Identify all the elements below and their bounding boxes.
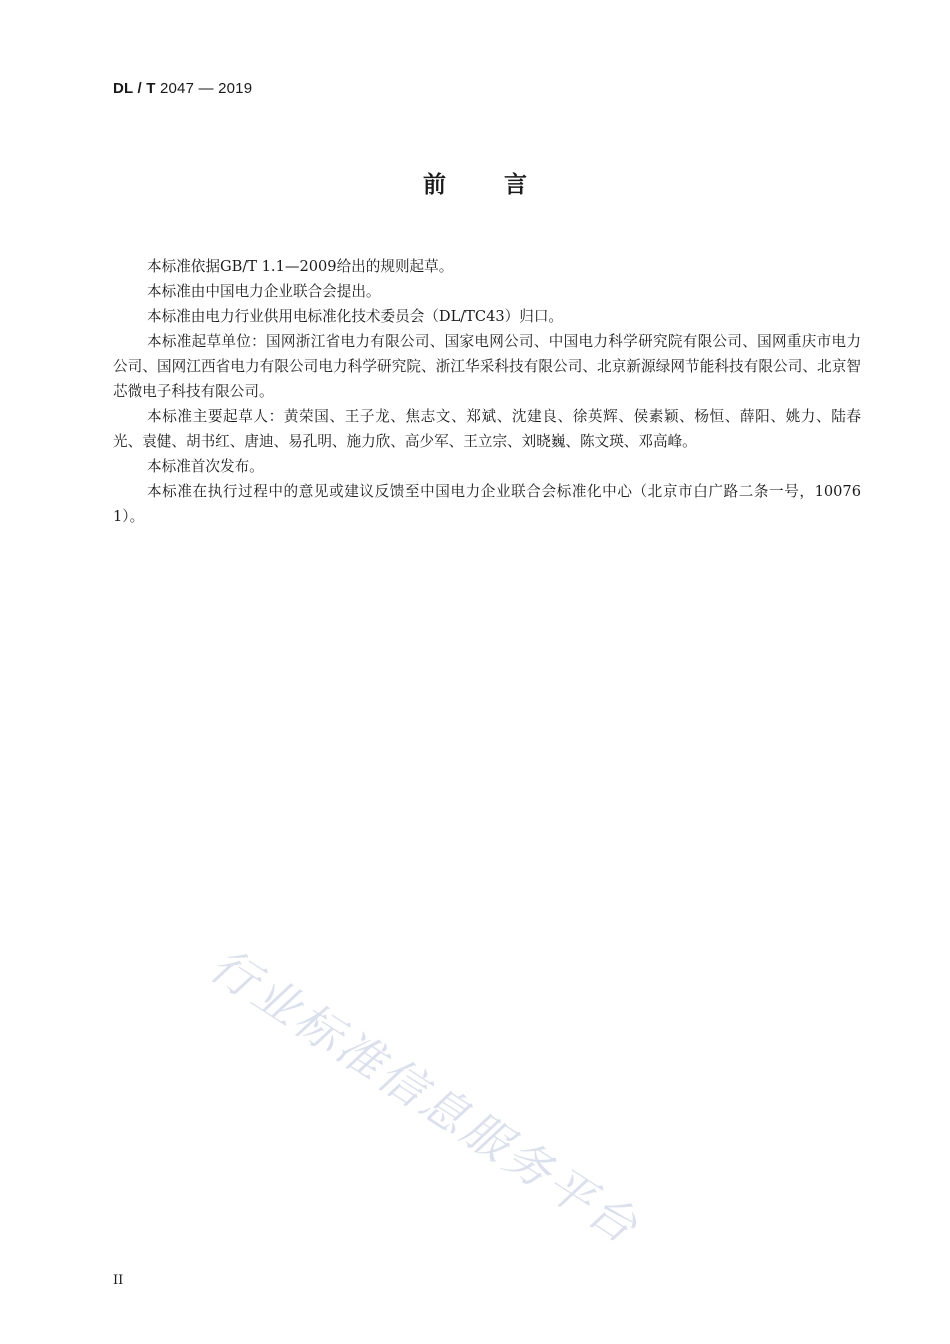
paragraph-first-release: 本标准首次发布。 [147,458,264,475]
paragraph-drafting-rules: 本标准依据GB/T 1.1—2009给出的规则起草。 [147,258,454,275]
paragraph-drafting-units: 本标准起草单位：国网浙江省电力有限公司、国家电网公司、中国电力科学研究院有限公司、国网重庆市电力公司、国网江西省电力有限公司电力科学研究院、浙江华采科技有限公司、北京新源绿网节能科技有限公司、北京智芯微电子科技有限公司。 [113,333,861,400]
document-code [113,80,252,97]
paragraph-drafters: 本标准主要起草人：黄荣国、王子龙、焦志文、郑斌、沈建良、徐英辉、侯素颖、杨恒、薛阳、姚力、陆春光、袁健、胡书红、唐迪、易孔明、施力欣、高少军、王立宗、刘晓巍、陈文瑛、邓高峰。 [113,408,861,450]
document-code-number: 2047 — 2019 [155,80,253,97]
paragraph-feedback: 本标准在执行过程中的意见或建议反馈至中国电力企业联合会标准化中心（北京市白广路二条一号，100761）。 [113,483,861,525]
section-title: 前言 [423,172,585,198]
page-number: II [113,1273,124,1288]
paragraph-proposer: 本标准由中国电力企业联合会提出。 [147,283,381,300]
paragraph-committee: 本标准由电力行业供用电标准化技术委员会（DL/TC43）归口。 [147,308,564,325]
foreword-body [113,254,861,529]
document-code-prefix: DL / T [113,80,156,97]
watermark: 行业标准信息服务平台 [200,937,650,1256]
